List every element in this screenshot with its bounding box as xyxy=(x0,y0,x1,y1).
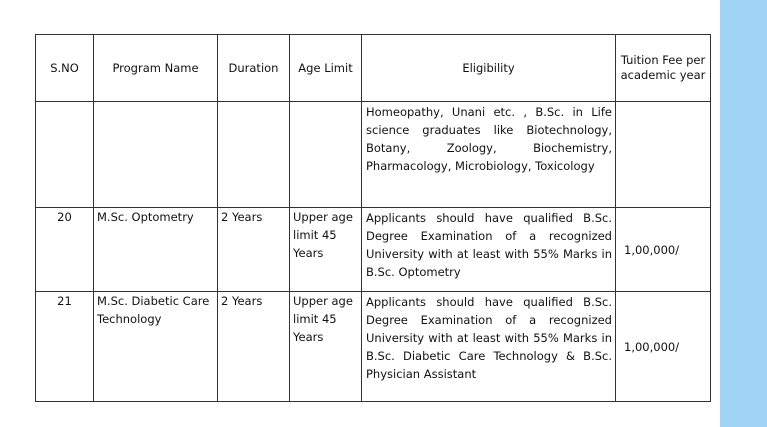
table-row-continuation xyxy=(36,102,711,208)
cell-duration: 2 Years xyxy=(218,292,290,402)
header-tuition-fee: Tuition Fee per academic year xyxy=(616,35,711,102)
table-row xyxy=(36,208,711,292)
side-panel-edge xyxy=(720,0,767,427)
cell-empty xyxy=(94,102,218,208)
cell-sno: 20 xyxy=(36,208,94,292)
cell-tuition-fee: 1,00,000/ xyxy=(616,208,711,292)
cell-sno: 21 xyxy=(36,292,94,402)
table-header-row xyxy=(36,35,711,102)
table-row xyxy=(36,292,711,402)
cell-empty xyxy=(616,102,711,208)
header-duration: Duration xyxy=(218,35,290,102)
header-age-limit: Age Limit xyxy=(290,35,362,102)
header-sno: S.NO xyxy=(36,35,94,102)
cell-program-name: M.Sc. Diabetic Care Technology xyxy=(94,292,218,402)
cell-eligibility: Homeopathy, Unani etc. , B.Sc. in Life science graduates like Biotechnology, Botany, Zoology, Biochemistry, Pharmacology, Microbiology, Toxicology xyxy=(362,102,616,208)
header-program-name: Program Name xyxy=(94,35,218,102)
cell-age-limit: Upper age limit 45 Years xyxy=(290,292,362,402)
cell-duration: 2 Years xyxy=(218,208,290,292)
program-table xyxy=(35,34,711,402)
cell-program-name: M.Sc. Optometry xyxy=(94,208,218,292)
cell-age-limit: Upper age limit 45 Years xyxy=(290,208,362,292)
cell-empty xyxy=(218,102,290,208)
cell-empty xyxy=(36,102,94,208)
cell-empty xyxy=(290,102,362,208)
cell-eligibility: Applicants should have qualified B.Sc. Degree Examination of a recognized University with at least with 55% Marks in B.Sc. Optometry xyxy=(362,208,616,292)
header-eligibility: Eligibility xyxy=(362,35,616,102)
cell-eligibility: Applicants should have qualified B.Sc. Degree Examination of a recognized University with at least with 55% Marks in B.Sc. Diabetic Care Technology & B.Sc. Physician Assistant xyxy=(362,292,616,402)
cell-tuition-fee: 1,00,000/ xyxy=(616,292,711,402)
